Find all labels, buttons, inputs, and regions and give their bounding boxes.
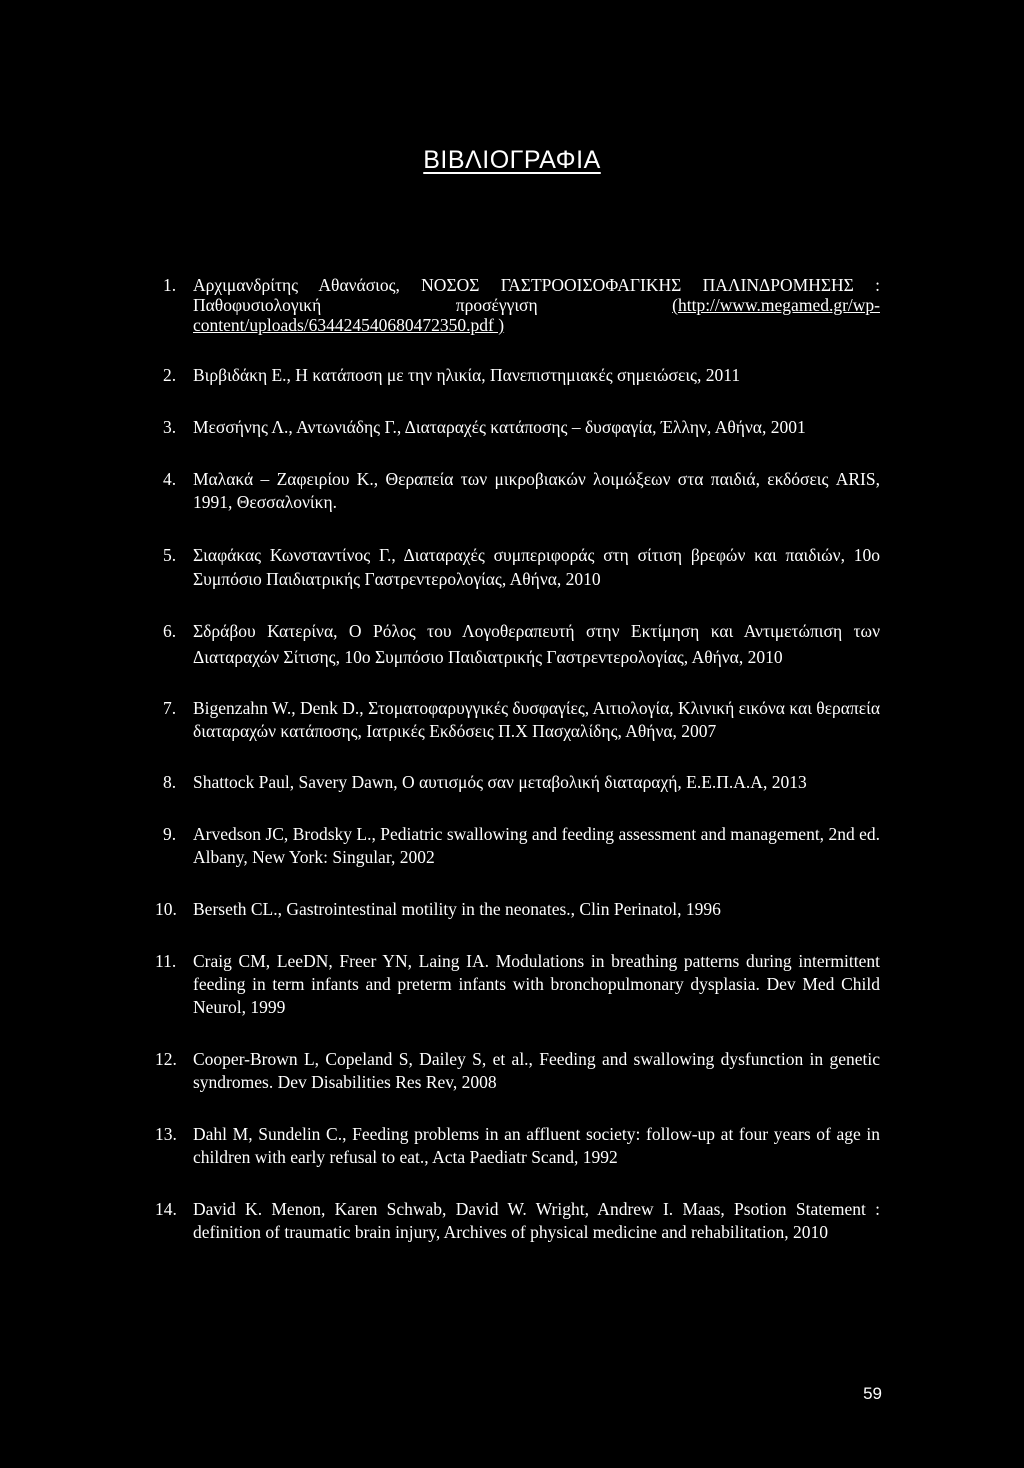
reference-number: 5. [163, 545, 177, 565]
reference-item [163, 364, 880, 387]
reference-item [163, 823, 880, 869]
reference-number: 6. [163, 621, 177, 641]
reference-text: Dahl M, Sundelin C., Feeding problems in an affluent society: follow-up at four years of age in children with early refusal to eat., Acta Paediatr Scand, 1992 [193, 1124, 880, 1167]
reference-number: 9. [163, 824, 177, 844]
reference-text: Μαλακά – Ζαφειρίου Κ., Θεραπεία των μικροβιακών λοιμώξεων στα παιδιά, εκδόσεις ARIS, 1991, Θεσσαλονίκη. [193, 469, 880, 512]
reference-item [155, 1048, 880, 1094]
reference-item [163, 416, 880, 439]
reference-number: 4. [163, 469, 177, 489]
reference-text: Bigenzahn W., Denk D., Στοματοφαρυγγικές δυσφαγίες, Αιτιολογία, Κλινική εικόνα και θεραπεία διαταραχών κατάποσης, Ιατρικές Εκδόσεις Π.Χ Πασχαλίδης, Αθήνα, 2007 [193, 698, 880, 741]
reference-item [155, 950, 880, 1019]
page-title: ΒΙΒΛΙΟΓΡΑΦΙΑ [423, 146, 601, 174]
reference-text: Cooper-Brown L, Copeland S, Dailey S, et al., Feeding and swallowing dysfunction in genetic syndromes. Dev Disabilities Res Rev, 2008 [193, 1049, 880, 1092]
reference-text: Craig CM, LeeDN, Freer YN, Laing IA. Modulations in breathing patterns during intermittent feeding in term infants and preterm infants with bronchopulmonary dysplasia. Dev Med Child Neurol, 1999 [193, 951, 880, 1017]
reference-text: Arvedson JC, Brodsky L., Pediatric swallowing and feeding assessment and management, 2nd ed. Albany, New York: Singular, 2002 [193, 824, 880, 867]
reference-item [155, 1198, 880, 1244]
reference-number: 3. [163, 417, 177, 437]
reference-text: Μεσσήνης Λ., Αντωνιάδης Γ., Διαταραχές κατάποσης – δυσφαγία, Έλλην, Αθήνα, 2001 [193, 417, 806, 437]
reference-item [155, 1123, 880, 1169]
reference-number: 11. [155, 951, 177, 971]
reference-item [163, 468, 880, 514]
reference-item [163, 275, 880, 335]
reference-number: 10. [155, 899, 177, 919]
reference-number: 13. [155, 1124, 177, 1144]
reference-number: 2. [163, 365, 177, 385]
reference-text: Αρχιμανδρίτης Αθανάσιος, ΝΟΣΟΣ ΓΑΣΤΡΟΟΙΣΟΦΑΓΙΚΗΣ ΠΑΛΙΝΔΡΟΜΗΣΗΣ : Παθοφυσιολογική προσέγγιση [193, 275, 880, 315]
reference-number: 14. [155, 1199, 177, 1219]
reference-list [155, 275, 880, 1244]
reference-item [163, 618, 880, 670]
reference-text: Berseth CL., Gastrointestinal motility in the neonates., Clin Perinatol, 1996 [193, 899, 721, 919]
reference-number: 8. [163, 772, 177, 792]
reference-link[interactable]: (http://www.megamed.gr/wp-content/uploads/634424540680472350.pdf ) [193, 295, 880, 335]
reference-item [155, 898, 880, 921]
page-number: 59 [863, 1384, 882, 1403]
reference-item [163, 697, 880, 743]
reference-text: David K. Menon, Karen Schwab, David W. Wright, Andrew I. Maas, Psotion Statement : definition of traumatic brain injury, Archives of physical medicine and rehabilitation, 2010 [193, 1199, 880, 1242]
reference-item [163, 543, 880, 591]
reference-text: Βιρβιδάκη Ε., Η κατάποση με την ηλικία, Πανεπιστημιακές σημειώσεις, 2011 [193, 365, 741, 385]
reference-number: 1. [163, 275, 177, 295]
reference-item [163, 771, 880, 794]
reference-text: Σιαφάκας Κωνσταντίνος Γ., Διαταραχές συμπεριφοράς στη σίτιση βρεφών και παιδιών, 10ο Συμπόσιο Παιδιατρικής Γαστρεντερολογίας, Αθήνα, 2010 [193, 545, 880, 589]
reference-number: 7. [163, 698, 177, 718]
reference-number: 12. [155, 1049, 177, 1069]
reference-text: Shattock Paul, Savery Dawn, Ο αυτισμός σαν μεταβολική διαταραχή, Ε.Ε.Π.Α.Α, 2013 [193, 772, 807, 792]
reference-text: Σδράβου Κατερίνα, Ο Ρόλος του Λογοθεραπευτή στην Εκτίμηση και Αντιμετώπιση των Διαταραχών Σίτισης, 10ο Συμπόσιο Παιδιατρικής Γαστρεντερολογίας, Αθήνα, 2010 [193, 621, 880, 667]
